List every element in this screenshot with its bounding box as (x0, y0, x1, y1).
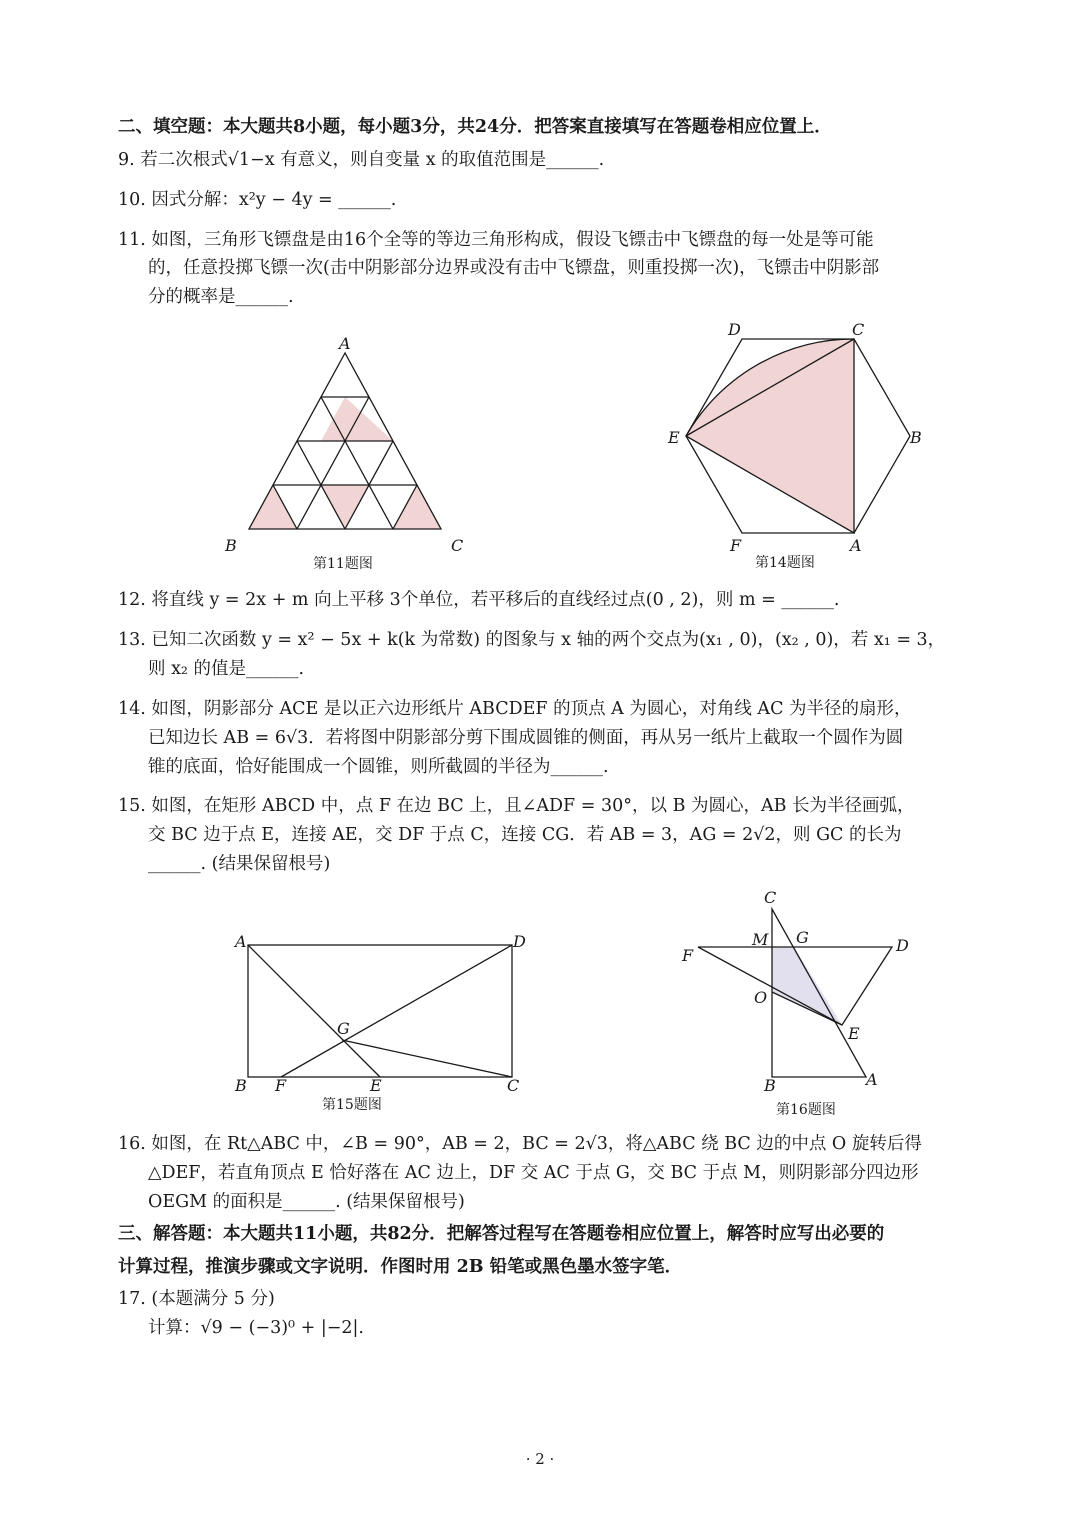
label-A: A (339, 334, 351, 353)
figure-15-segment-AE (248, 945, 380, 1077)
question-13-line-2: 则 x₂ 的值是______. (148, 659, 305, 679)
label-C: C (852, 320, 865, 339)
figure-11-shaded (249, 397, 441, 529)
label-E: E (848, 1024, 860, 1043)
figure-11 (215, 325, 475, 575)
question-15-line-2: 交 BC 边于点 E，连接 AE，交 DF 于点 C，连接 CG．若 AB = 3，AG = 2√2，则 GC 的长为 (148, 825, 902, 845)
label-A: A (850, 536, 862, 555)
figure-15-caption: 第15题图 (322, 1097, 382, 1113)
label-B: B (235, 1076, 247, 1095)
label-B: B (764, 1076, 776, 1095)
label-C: C (764, 888, 777, 907)
figure-11-caption: 第11题图 (313, 556, 373, 572)
question-12: 12. 将直线 y = 2x + m 向上平移 3个单位，若平移后的直线经过点(0 , 2)，则 m = ______. (118, 590, 840, 610)
label-D: D (728, 320, 741, 339)
section2-heading: 二、填空题：本大题共8小题，每小题3分，共24分．把答案直接填写在答题卷相应位置上． (118, 117, 832, 137)
figure-14 (660, 315, 940, 575)
question-17-text: 计算：√9 − (−3)⁰ + |−2|. (148, 1318, 364, 1338)
question-14-line-2: 已知边长 AB = 6√3．若将图中阴影部分剪下围成圆锥的侧面，再从另一纸片上截取一个圆作为圆 (148, 728, 904, 748)
label-M: M (752, 930, 769, 949)
question-11-line-1: 11. 如图，三角形飞镖盘是由16个全等的等边三角形构成，假设飞镖击中飞镖盘的每一处是等可能 (118, 230, 874, 250)
label-C: C (451, 536, 464, 555)
label-F: F (275, 1076, 287, 1095)
question-11-line-3: 分的概率是______. (148, 287, 294, 307)
figure-14-sector (686, 339, 854, 533)
question-10: 10. 因式分解：x²y − 4y = ______. (118, 190, 397, 210)
figure-15-segment-GC (342, 1040, 512, 1077)
figure-16-caption: 第16题图 (776, 1102, 836, 1118)
question-9: 9. 若二次根式√1−x 有意义，则自变量 x 的取值范围是______. (118, 150, 605, 170)
label-B: B (910, 428, 922, 447)
question-15-line-1: 15. 如图，在矩形 ABCD 中，点 F 在边 BC 上，且∠ADF = 30°，以 B 为圆心，AB 长为半径画弧， (118, 796, 915, 816)
figure-15-segment-DF (281, 945, 512, 1077)
label-A: A (235, 932, 247, 951)
label-F: F (730, 536, 742, 555)
question-14-line-1: 14. 如图，阴影部分 ACE 是以正六边形纸片 ABCDEF 的顶点 A 为圆心，对角线 AC 为半径的扇形， (118, 699, 912, 719)
question-16-line-2: △DEF，若直角顶点 E 恰好落在 AC 边上，DF 交 AC 于点 G，交 BC 于点 M，则阴影部分四边形 (148, 1163, 919, 1183)
figure-16-shaded-OEGM (772, 947, 842, 1025)
label-D: D (896, 936, 909, 955)
label-E: E (370, 1076, 382, 1095)
question-15-line-3: ______. (结果保留根号) (148, 854, 331, 874)
question-13-line-1: 13. 已知二次函数 y = x² − 5x + k(k 为常数) 的图象与 x 轴的两个交点为(x₁ , 0)，(x₂ , 0)，若 x₁ = 3， (118, 630, 946, 650)
label-O: O (754, 988, 768, 1007)
figure-15-rectangle (248, 945, 512, 1077)
shaded-triangle-4 (321, 485, 369, 529)
label-A: A (866, 1070, 878, 1089)
label-G: G (337, 1019, 350, 1038)
label-B: B (225, 536, 237, 555)
shaded-triangle-5 (393, 485, 441, 529)
figure-14-caption: 第14题图 (755, 555, 815, 571)
section3-heading-line-2: 计算过程，推演步骤或文字说明．作图时用 2B 铅笔或黑色墨水签字笔． (118, 1257, 683, 1277)
label-F: F (682, 946, 694, 965)
label-D: D (513, 932, 526, 951)
label-E: E (668, 428, 680, 447)
section3-heading-line-1: 三、解答题：本大题共11小题，共82分．把解答过程写在答题卷相应位置上，解答时应写出必要的 (118, 1224, 885, 1244)
question-14-line-3: 锥的底面，恰好能围成一个圆锥，则所截圆的半径为______. (148, 757, 609, 777)
question-11-line-2: 的，任意投掷飞镖一次(击中阴影部分边界或没有击中飞镖盘，则重投掷一次)，飞镖击中阴影部 (148, 258, 880, 278)
page-number: · 2 · (525, 1450, 555, 1468)
figure-16 (670, 885, 930, 1125)
figure-15 (225, 925, 545, 1120)
label-G: G (796, 928, 809, 947)
question-16-line-3: OEGM 的面积是______. (结果保留根号) (148, 1192, 465, 1212)
question-16-line-1: 16. 如图，在 Rt△ABC 中，∠B = 90°，AB = 2，BC = 2√3，将△ABC 绕 BC 边的中点 O 旋转后得 (118, 1134, 922, 1154)
label-C: C (507, 1076, 520, 1095)
shaded-triangle-3 (249, 485, 297, 529)
question-17-score: 17. (本题满分 5 分) (118, 1289, 275, 1309)
